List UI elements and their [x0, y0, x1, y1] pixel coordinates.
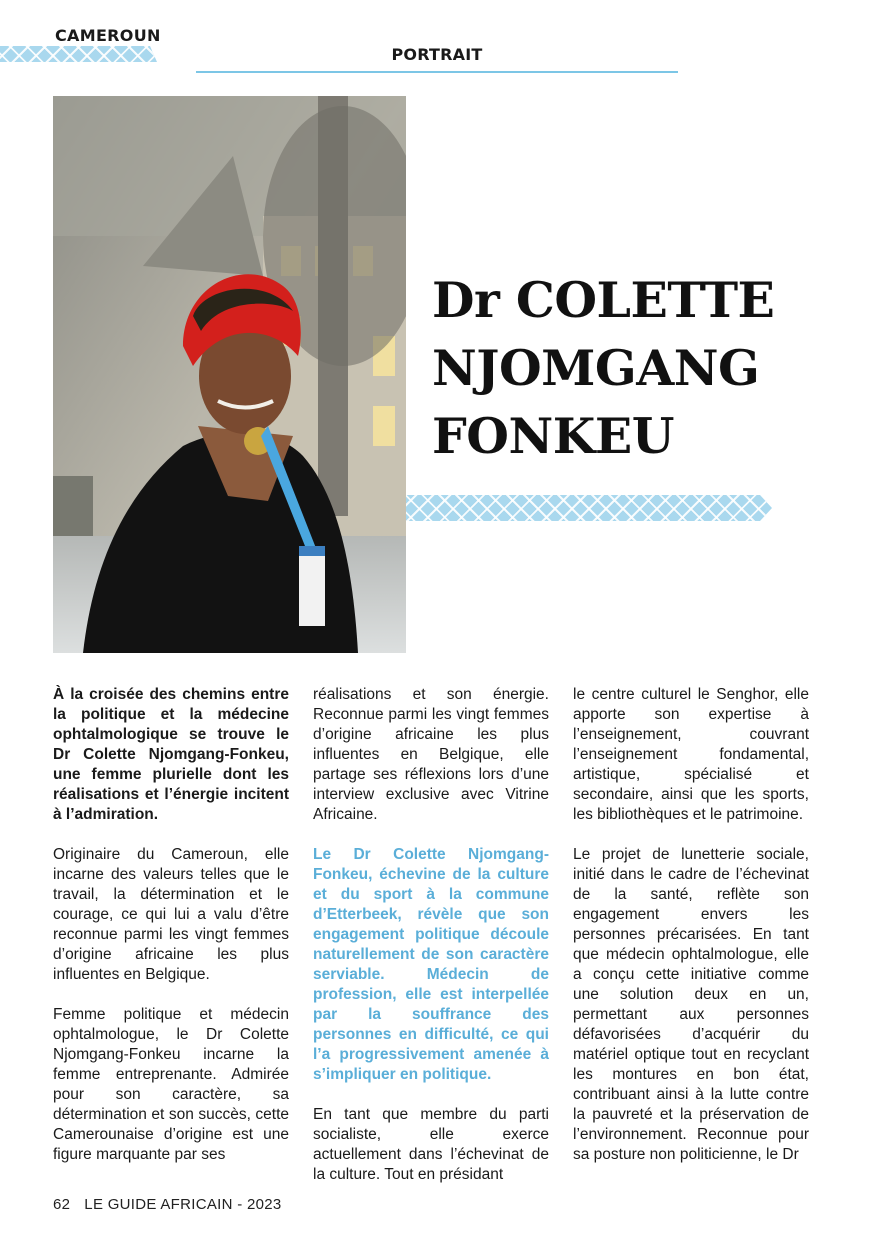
paragraph: Originaire du Cameroun, elle incarne des valeurs telles que le travail, la détermination et le courage, ce qui lui a valu d’être reconnue parmi les vingt femmes d’origine africaine les plus influentes en Belgique.	[53, 846, 289, 983]
title-line: NJOMGANG	[432, 339, 760, 397]
paragraph: réalisations et son énergie. Reconnue parmi les vingt femmes d’origine africaine les plus influentes en Belgique, elle partage ses réflexions lors d’une interview exclusive avec Vitrine Africaine.	[313, 686, 549, 823]
highlight-paragraph: Le Dr Colette Njomgang-Fonkeu, échevine de la culture et du sport à la commune d’Etterbeek, révèle que son engagement politique découle naturellement de son caractère serviable. Médecin de profession, elle est interpellée par la souffrance des personnes en difficulté, ce qui l’a progressivement amenée à s’impliquer en politique.	[313, 846, 549, 1083]
text-column	[573, 685, 809, 1185]
header-rule	[196, 71, 678, 73]
paragraph: Femme politique et médecin ophtalmologue, le Dr Colette Njomgang-Fonkeu incarne la femme entreprenante. Admirée pour son caractère, sa détermination et son succès, cette Camerounaise d’origine est une figure marquante par ses	[53, 1006, 289, 1163]
decorative-band	[0, 46, 157, 62]
decorative-band	[406, 495, 772, 521]
publication-name: LE GUIDE AFRICAIN - 2023	[84, 1196, 282, 1213]
page-footer	[53, 1196, 296, 1213]
title-line: Dr COLETTE	[432, 271, 775, 329]
page-number: 62	[53, 1196, 71, 1213]
portrait-photo	[53, 96, 406, 653]
section-label: CAMEROUN	[55, 26, 161, 45]
category-label: PORTRAIT	[391, 45, 483, 64]
title-line: FONKEU	[432, 407, 674, 465]
text-column	[313, 685, 549, 1205]
paragraph: le centre culturel le Senghor, elle apporte son expertise à l’enseignement, couvrant l’enseignement fondamental, artistique, spécialisé et secondaire, ainsi que les sports, les bibliothèques et le patrimoine.	[573, 686, 809, 823]
paragraph: Le projet de lunetterie sociale, initié dans le cadre de l’échevinat de la santé, reflète son engagement envers les personnes précarisées. En tant que médecin ophtalmologue, elle a conçu cette initiative comme une solution deux en un, permettant aux personnes défavorisées d’acquérir du matériel optique tout en recyclant les montures en bon état, contribuant ainsi à la lutte contre la pauvreté et la préservation de l’environnement. Reconnue pour sa posture non politicienne, le Dr	[573, 846, 809, 1163]
lead-paragraph: À la croisée des chemins entre la politique et la médecine ophtalmologique se trouve le Dr Colette Njomgang-Fonkeu, une femme plurielle dont les réalisations et l’énergie incitent à l’admiration.	[53, 686, 289, 823]
paragraph: En tant que membre du parti socialiste, elle exerce actuellement dans l’échevinat de la culture. Tout en présidant	[313, 1106, 549, 1183]
article-title	[432, 266, 862, 470]
text-column	[53, 685, 289, 1185]
